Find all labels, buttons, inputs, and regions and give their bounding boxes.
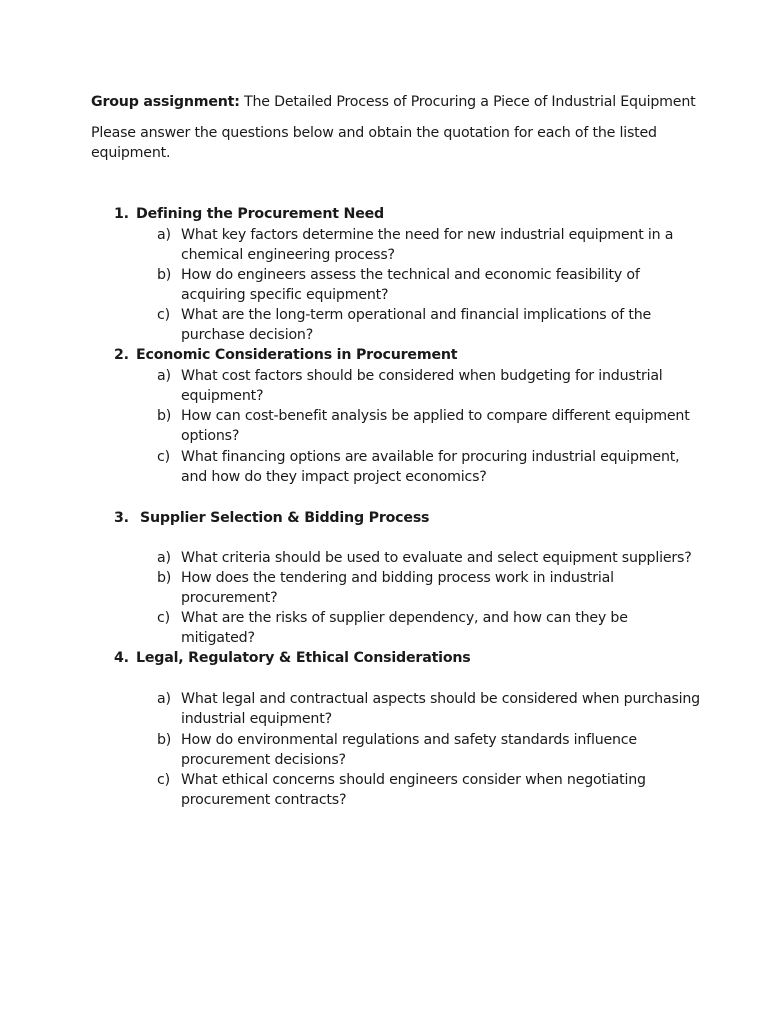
question-text: options? [181, 428, 240, 444]
section-number: 2. [114, 347, 129, 363]
question-letter: b) [157, 408, 172, 424]
assignment-label: Group assignment: [91, 94, 240, 110]
assignment-title: The Detailed Process of Procuring a Piece of Industrial Equipment [244, 94, 696, 110]
section-title: Legal, Regulatory & Ethical Considerations [136, 650, 471, 666]
question-text: chemical engineering process? [181, 247, 395, 263]
question-text: How do environmental regulations and safety standards influence [181, 732, 637, 748]
intro-line-2: equipment. [91, 145, 171, 161]
question-letter: b) [157, 267, 172, 283]
question-letter: a) [157, 368, 171, 384]
question-letter: c) [157, 610, 170, 626]
section-title: Defining the Procurement Need [136, 206, 385, 222]
question-letter: b) [157, 732, 172, 748]
question-text: What key factors determine the need for new industrial equipment in a [181, 227, 674, 243]
question-text: purchase decision? [181, 327, 314, 343]
question-text: What legal and contractual aspects should be considered when purchasing [181, 691, 700, 707]
question-text: What are the long-term operational and financial implications of the [181, 307, 652, 323]
question-letter: a) [157, 550, 171, 566]
question-text: equipment? [181, 388, 264, 404]
question-letter: a) [157, 227, 171, 243]
question-text: mitigated? [181, 630, 255, 646]
question-letter: b) [157, 570, 172, 586]
section-title: Supplier Selection & Bidding Process [140, 510, 430, 526]
section-title: Economic Considerations in Procurement [136, 347, 458, 363]
section-number: 1. [114, 206, 129, 222]
question-text: procurement contracts? [181, 792, 347, 808]
assignment-heading [91, 92, 695, 112]
section-number: 4. [114, 650, 129, 666]
question-text: What are the risks of supplier dependency, and how can they be [181, 610, 628, 626]
question-text: How can cost-benefit analysis be applied to compare different equipment [181, 408, 690, 424]
question-letter: c) [157, 449, 170, 465]
question-text: What financing options are available for procuring industrial equipment, [181, 449, 680, 465]
question-text: procurement decisions? [181, 752, 346, 768]
question-text: industrial equipment? [181, 711, 332, 727]
intro-line-1: Please answer the questions below and obtain the quotation for each of the listed [91, 125, 657, 141]
question-text: acquiring specific equipment? [181, 287, 389, 303]
question-text: procurement? [181, 590, 278, 606]
question-text: and how do they impact project economics? [181, 469, 487, 485]
question-letter: c) [157, 772, 170, 788]
question-letter: c) [157, 307, 170, 323]
question-text: How does the tendering and bidding process work in industrial [181, 570, 614, 586]
question-text: What criteria should be used to evaluate and select equipment suppliers? [181, 550, 692, 566]
section-number: 3. [114, 510, 129, 526]
question-text: What ethical concerns should engineers consider when negotiating [181, 772, 646, 788]
question-text: How do engineers assess the technical and economic feasibility of [181, 267, 640, 283]
question-letter: a) [157, 691, 171, 707]
question-text: What cost factors should be considered when budgeting for industrial [181, 368, 663, 384]
